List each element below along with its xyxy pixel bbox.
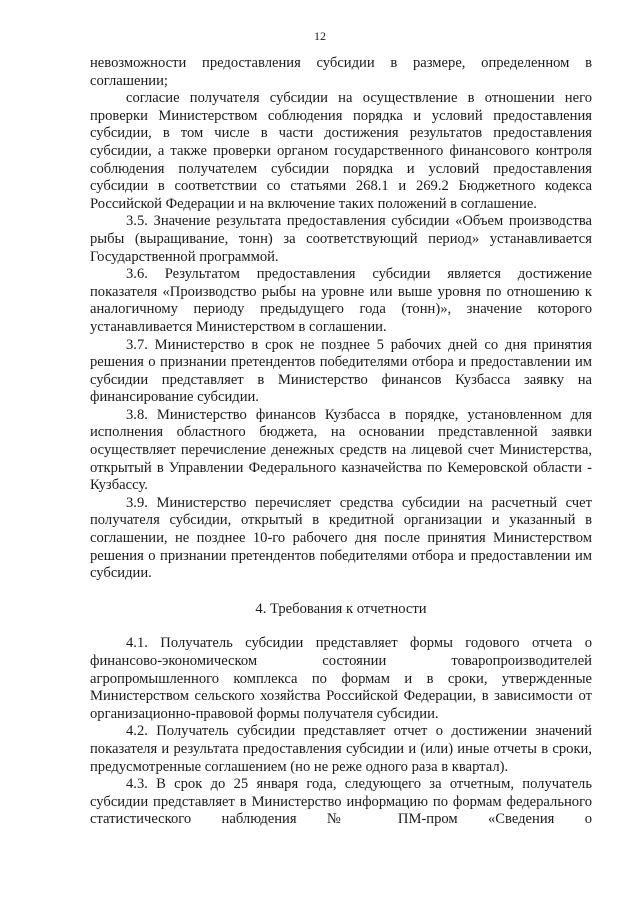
paragraph-4-2: 4.2. Получатель субсидии представляет отчет о достижении значений показателя и результата предоставления субсидии и (или) иные отчеты в сроки, предусмотренные соглашением (но не реже одного раза в квартал). (90, 723, 592, 775)
paragraph-4-3: 4.3. В срок до 25 января года, следующего за отчетным, получатель субсидии представляет в Министерство информацию по формам федерального статистического наблюдения № ПМ-пром «Сведения о (90, 776, 592, 828)
paragraph-consent-inspection: согласие получателя субсидии на осуществление в отношении него проверки Министерством соблюдения порядка и условий предоставления субсидии, в том числе в части достижения результатов предоставления субсидии, а также проверки органом государственного финансового контроля соблюдения получателем субсидии порядка и условий предоставления субсидии в соответствии со статьями 268.1 и 269.2 Бюджетного кодекса Российской Федерации и на включение таких положений в соглашение. (90, 90, 592, 212)
paragraph-3-5: 3.5. Значение результата предоставления субсидии «Объем производства рыбы (выращивание, тонн) за соответствующий период» устанавливается Государственной программой. (90, 213, 592, 265)
paragraph-3-8: 3.8. Министерство финансов Кузбасса в порядке, установленном для исполнения областного бюджета, на основании представленной заявки осуществляет перечисление денежных средств на лицевой счет Министерства, открытый в Управлении Федерального казначейства по Кемеровской области - Кузбассу. (90, 406, 592, 494)
paragraph-3-7: 3.7. Министерство в срок не позднее 5 рабочих дней со дня принятия решения о признании претендентов победителями отбора и предоставлении им субсидии представляет в Министерство финансов Кузбасса заявку на финансирование субсидии. (90, 336, 592, 406)
paragraph-continuation: невозможности предоставления субсидии в размере, определенном в соглашении; (90, 55, 592, 89)
paragraph-4-1: 4.1. Получатель субсидии представляет формы годового отчета о финансово-экономическом состоянии товаропроизводителей агропромышленного комплекса по формам и в сроки, утвержденные Министерством сельского хозяйства Российской Федерации, в зависимости от организационно-правовой формы получателя субсидии. (90, 635, 592, 722)
paragraph-3-6: 3.6. Результатом предоставления субсидии является достижение показателя «Производство рыбы на уровне или выше уровня по отношению к аналогичному периоду предыдущего года (тонн)», значение которого устанавливается Министерством в соглашении. (90, 266, 592, 335)
document-body (90, 55, 592, 829)
paragraph-3-9: 3.9. Министерство перечисляет средства субсидии на расчетный счет получателя субсидии, открытый в кредитной организации и указанный в соглашении, не позднее 10-го рабочего дня после принятия Министерством решения о признании претендентов победителями отбора и предоставлении им субсидии. (90, 494, 592, 582)
page-number: 12 (314, 29, 326, 43)
section-heading-reporting: 4. Требования к отчетности (255, 600, 427, 617)
